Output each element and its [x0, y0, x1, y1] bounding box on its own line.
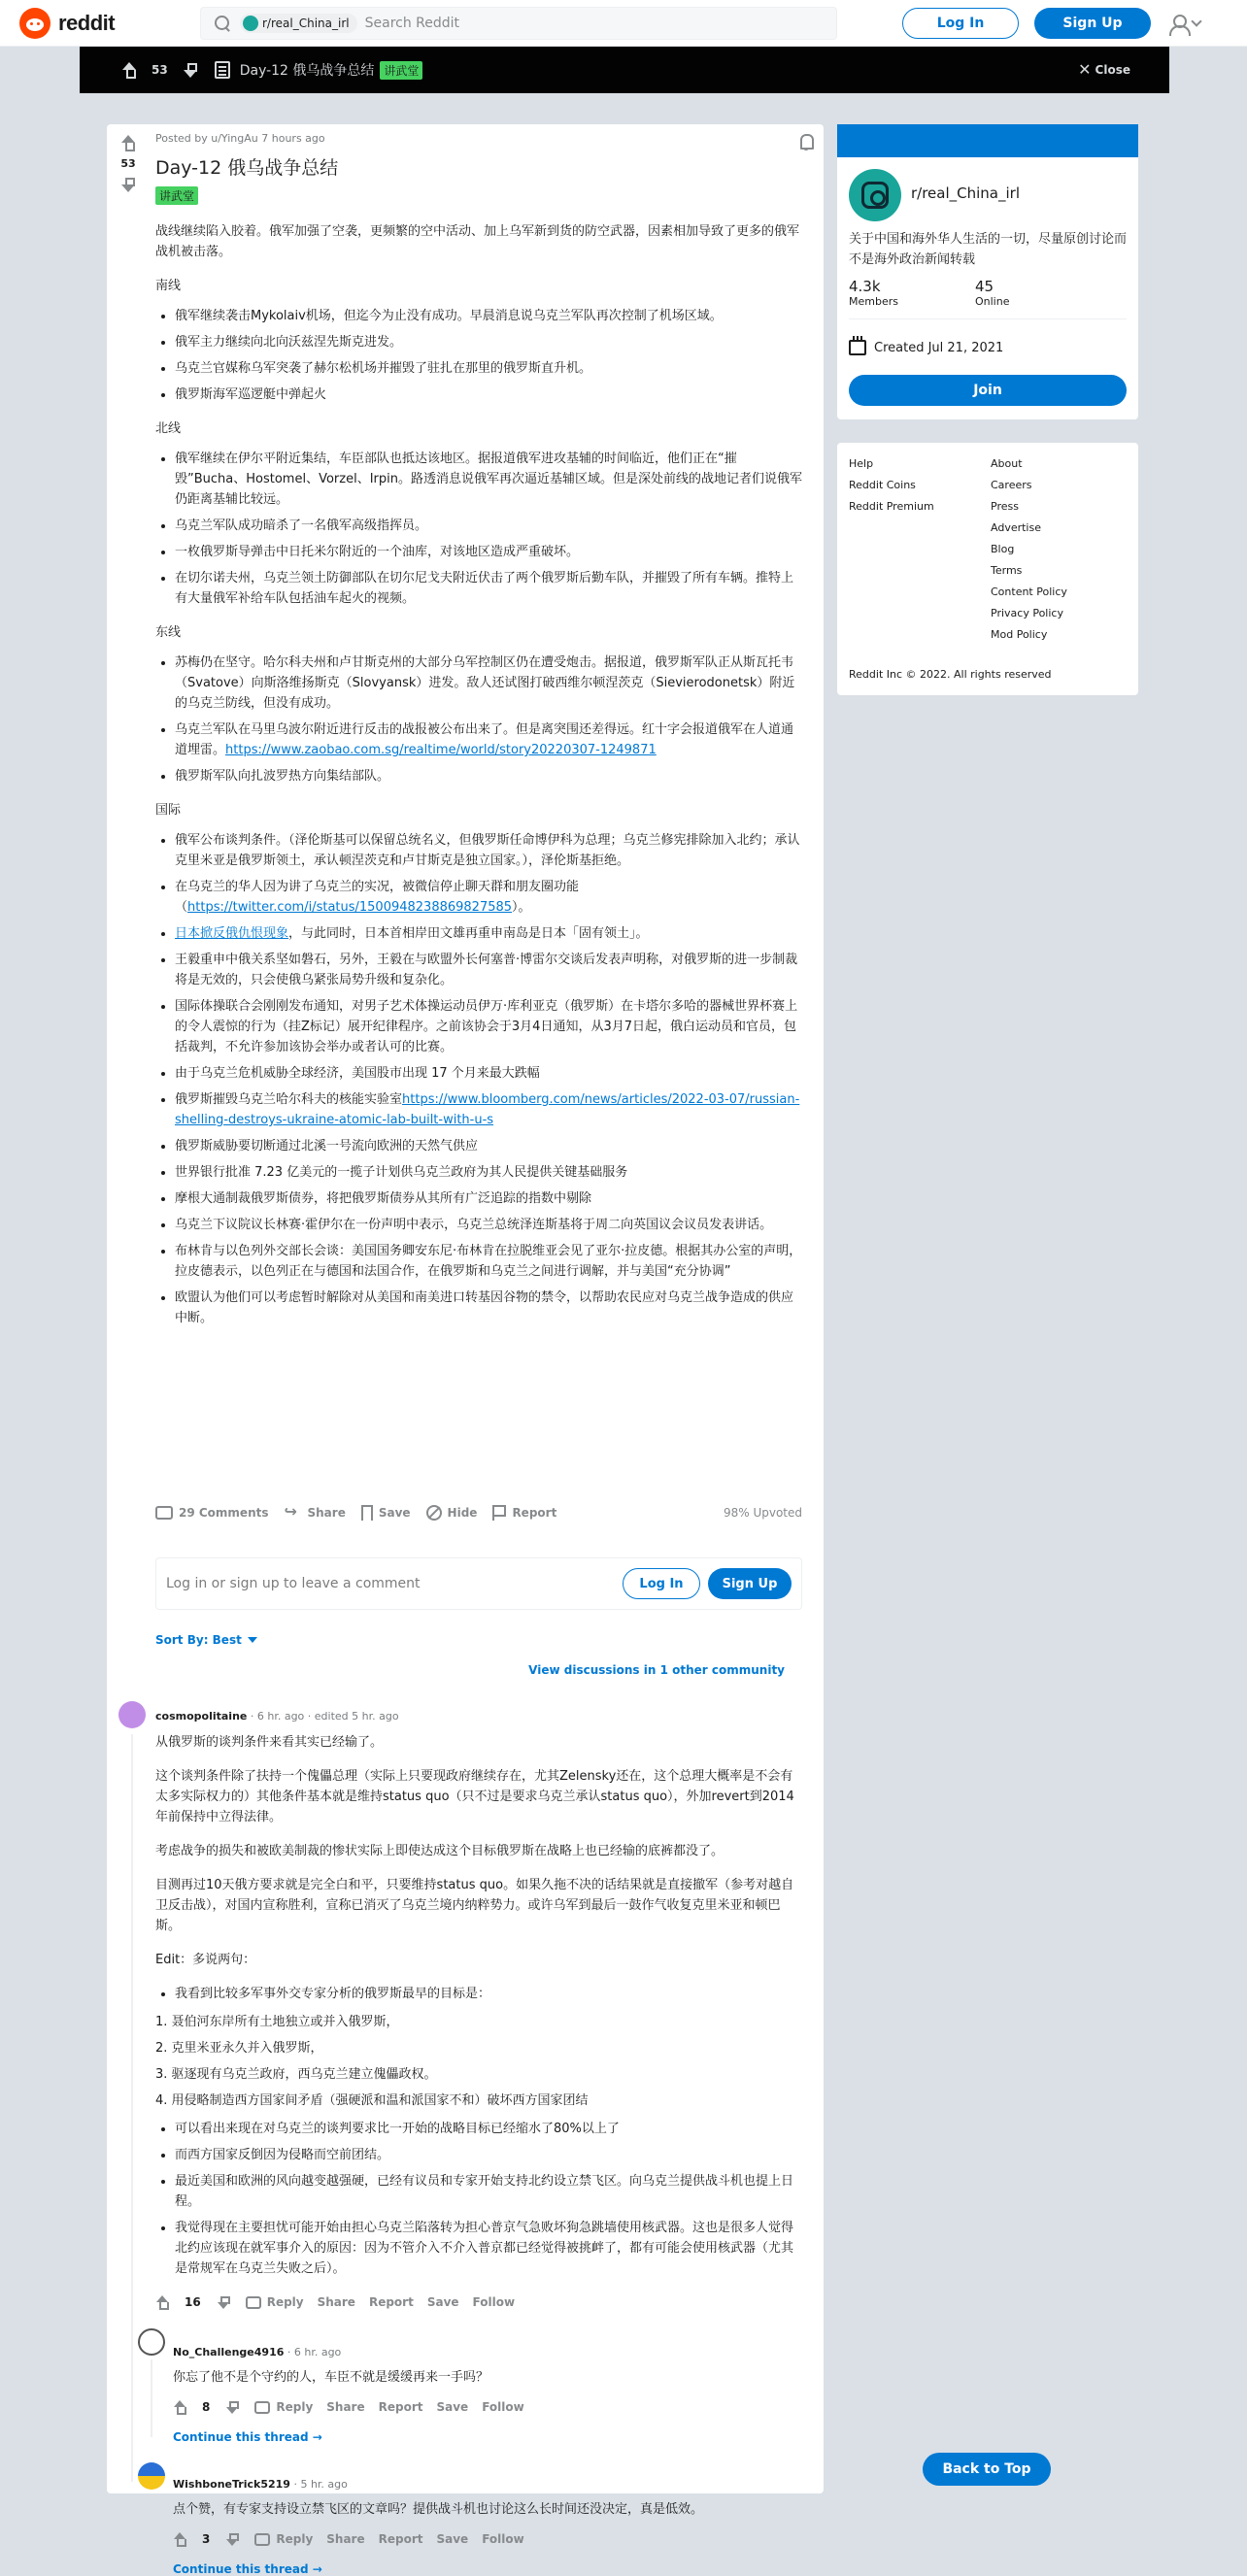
share-label: Share — [307, 1506, 346, 1520]
postbar-flair: 讲武堂 — [380, 61, 422, 80]
list-item: • 而西方国家反倒因为侵略而空前团结。 — [175, 2145, 802, 2165]
comment-score: 16 — [185, 2295, 201, 2309]
user-menu-dropdown[interactable] — [1167, 10, 1214, 37]
section-heading-intl: 国际 — [155, 803, 182, 818]
comment-paragraph: 从俄罗斯的谈判条件来看其实已经输了。 — [155, 1735, 384, 1750]
list-item: • 由于乌克兰危机威胁全球经济，美国股市出现 17 个月来最大跌幅 — [175, 1063, 802, 1084]
thread-line[interactable] — [131, 1734, 133, 2482]
logo-text: reddit — [58, 11, 116, 35]
post-intro: 战线继续陷入胶着。俄军加强了空袭，更频繁的空中活动、加上乌军新到货的防空武器，因素相加导致了更多的俄军战机被击落。 — [155, 224, 800, 259]
list-item: • 世界银行批准 7.23 亿美元的一揽子计划供乌克兰政府为其人民提供关键基础服务 — [175, 1162, 802, 1183]
south-list — [175, 306, 802, 405]
reply-icon — [246, 2296, 261, 2309]
reply-label: Reply — [266, 2295, 304, 2309]
subreddit-search-chip[interactable] — [240, 14, 357, 33]
comment-meta: · 5 hr. ago — [289, 2478, 348, 2491]
comment-body: 你忘了他不是个守约的人，车臣不就是缓缓再来一手吗？ — [173, 2370, 489, 2385]
reply-button[interactable] — [254, 2532, 313, 2546]
post-card — [107, 124, 824, 2576]
save-button[interactable]: Save — [436, 2532, 469, 2546]
list-item: • 我看到比较多军事外交专家分析的俄罗斯最早的目标是： — [175, 1984, 802, 2004]
report-button[interactable]: Report — [378, 2400, 423, 2414]
footer-link[interactable]: Content Policy — [991, 585, 1067, 598]
post-score: 53 — [120, 157, 136, 170]
community-icon[interactable] — [849, 169, 901, 221]
post-flair: 讲武堂 — [155, 186, 198, 205]
comment-paragraph: 这个谈判条件除了扶持一个傀儡总理（实际上只要现政府继续存在，尤其Zelensky还在，这个总理大概率是不会有太多实际权力的）其他条件基本就是维持status quo（只不过是要求乌克兰承认status quo），外加revert到2014年前保持中立得法律。 — [155, 1769, 794, 1824]
list-item: • 王毅重申中俄关系坚如磐石，另外，王毅在与欧盟外长何塞普·博雷尔交谈后发表声明称，对俄罗斯的进一步制裁将是无效的，只会使俄乌紧张局势升级和复杂化。 — [175, 950, 802, 990]
follow-button[interactable]: Follow — [472, 2295, 516, 2309]
community-card — [837, 124, 1138, 419]
list-item: • 乌克兰官媒称乌军突袭了赫尔松机场并摧毁了驻扎在那里的俄罗斯直升机。 — [175, 358, 802, 379]
upvote-icon[interactable] — [171, 2398, 188, 2416]
list-item: • 俄罗斯威胁要切断通过北溪一号流向欧洲的天然气供应 — [175, 1136, 802, 1156]
comment-body: 点个赞，有专家支持设立禁飞区的文章吗？提供战斗机也讨论这么长时间还没决定，真是低效。 — [173, 2502, 704, 2517]
footer-link[interactable]: About — [991, 457, 1023, 470]
online-stat — [975, 278, 1009, 308]
report-button[interactable]: Report — [378, 2532, 423, 2546]
east-list — [175, 652, 802, 786]
footer-link[interactable]: Careers — [991, 479, 1032, 491]
comment-actions — [171, 2398, 524, 2416]
list-item: • 在切尔诺夫州，乌克兰领土防御部队在切尔尼戈夫附近伏击了两个俄罗斯后勤车队，并摧毁了所有车辆。推特上有大量俄军补给车队包括油车起火的视频。 — [175, 568, 802, 609]
list-item — [175, 877, 802, 918]
list-item-text: 乌克兰军队在马里乌波尔附近进行反击的战报被公布出来了。但是离突围还差得远。红十字会报道俄军在人道通道埋雷。 — [175, 722, 794, 757]
list-item: • 一枚俄罗斯导弹击中日托米尔附近的一个油库，对该地区造成严重破坏。 — [175, 542, 802, 562]
upvote-icon[interactable] — [118, 132, 139, 153]
copyright: Reddit Inc © 2022. All rights reserved — [849, 668, 1052, 681]
follow-button[interactable]: Follow — [482, 2400, 524, 2414]
footer-link[interactable]: Privacy Policy — [991, 607, 1063, 619]
upvote-ratio: 98% Upvoted — [723, 1506, 802, 1520]
list-item: • 乌克兰军队成功暗杀了一名俄军高级指挥员。 — [175, 516, 802, 536]
join-button[interactable]: Join — [849, 375, 1127, 406]
footer-links-card — [837, 443, 1138, 695]
reply-label: Reply — [276, 2400, 314, 2414]
caret-down-icon — [248, 1637, 257, 1643]
continue-thread-link[interactable]: Continue this thread → — [173, 2430, 322, 2444]
post-meta: Posted by u/YingAu 7 hours ago — [155, 132, 325, 145]
comment-author-line — [173, 2478, 348, 2491]
share-button[interactable]: Share — [326, 2532, 365, 2546]
comment-author[interactable]: No_Challenge4916 — [173, 2346, 285, 2359]
list-item: • 国际体操联合会刚刚发布通知，对男子艺术体操运动员伊万·库利亚克（俄罗斯）在卡塔尔多哈的器械世界杯赛上的令人震惊的行为（挂Z标记）展开纪律程序。之前该协会于3月4日通知，从3月7日起，俄白运动员和官员，包括裁判，不允许参加该协会举办或者认可的比赛。 — [175, 996, 802, 1057]
upvote-icon[interactable] — [118, 59, 140, 81]
footer-link[interactable]: Reddit Premium — [849, 500, 934, 513]
reply-icon — [254, 2533, 270, 2546]
list-item: • 俄军主力继续向北向沃兹涅先斯克进发。 — [175, 332, 802, 352]
footer-link[interactable]: Terms — [991, 564, 1023, 577]
footer-link[interactable]: Reddit Coins — [849, 479, 916, 491]
signup-button[interactable]: Sign Up — [1034, 8, 1151, 39]
ordered-list — [155, 2012, 802, 2111]
close-label: Close — [1095, 62, 1130, 77]
hide-label: Hide — [447, 1506, 478, 1520]
upvote-icon[interactable] — [153, 2293, 171, 2311]
downvote-icon[interactable] — [118, 174, 139, 195]
user-icon — [1167, 13, 1189, 34]
close-button[interactable] — [1078, 60, 1130, 79]
search-bar[interactable] — [200, 7, 837, 40]
comment-login-box — [155, 1557, 802, 1610]
comment-actions — [171, 2530, 524, 2548]
text-post-icon — [215, 61, 230, 79]
login-button[interactable]: Log In — [902, 8, 1019, 39]
comments-label: 29 Comments — [179, 1506, 269, 1520]
share-icon — [285, 1506, 302, 1520]
section-heading-east: 东线 — [155, 625, 182, 640]
list-item: • 我觉得现在主要担忧可能开始由担心乌克兰陷落转为担心普京气急败坏狗急跳墙使用核武器。这也是很多人觉得北约应该现在就军事介入的原因：因为不管介入不介入普京都已经觉得被挑衅了，都有可能会使用核武器（尤其是常规军在乌克兰失败之后）。 — [175, 2218, 802, 2279]
community-banner — [837, 124, 1138, 157]
comment-author-line — [155, 1710, 399, 1723]
list-item — [175, 719, 802, 760]
footer-links-col1 — [849, 456, 934, 515]
comment-author-line — [173, 2346, 341, 2359]
reply-button[interactable] — [254, 2400, 313, 2414]
share-button[interactable] — [285, 1506, 346, 1520]
view-discussions-link[interactable]: View discussions in 1 other community — [528, 1663, 785, 1677]
notification-bell-icon[interactable] — [796, 132, 816, 151]
thread-line[interactable] — [151, 2359, 152, 2437]
list-item: 2. 克里米亚永久并入俄罗斯， — [155, 2041, 323, 2056]
postbar-title: Day-12 俄乌战争总结 — [239, 63, 375, 79]
flag-icon — [492, 1505, 506, 1521]
japan-link[interactable]: 日本掀反俄仇恨现象 — [175, 926, 289, 941]
created-label: Created Jul 21, 2021 — [874, 340, 1004, 355]
list-item: 4. 用侵略制造西方国家间矛盾（强硬派和温和派国家不和）破坏西方国家团结 — [155, 2093, 589, 2108]
close-icon: ✕ — [1078, 60, 1092, 79]
list-item: • 俄罗斯海军巡逻艇中弹起火 — [175, 385, 802, 405]
save-label: Save — [378, 1506, 411, 1520]
footer-link[interactable]: Mod Policy — [991, 628, 1048, 641]
footer-link[interactable]: Press — [991, 500, 1019, 513]
twitter-link[interactable]: https://twitter.com/i/status/1500948238869827585 — [187, 900, 513, 915]
list-item: • 苏梅仍在坚守。哈尔科夫州和卢甘斯克州的大部分乌军控制区仍在遭受炮击。据报道，俄罗斯军队正从斯瓦托韦（Svatove）向斯洛维扬斯克（Slovyansk）进发。敌人还试图打破西维尔顿涅茨克（Sievierodonetsk）附近的乌克兰防线，但没有成功。 — [175, 652, 802, 714]
share-button[interactable]: Share — [326, 2400, 365, 2414]
cake-icon — [849, 340, 866, 355]
save-button[interactable]: Save — [426, 2295, 459, 2309]
report-button[interactable]: Report — [368, 2295, 414, 2309]
footer-link[interactable]: Help — [849, 457, 874, 470]
footer-links-col2 — [991, 456, 1067, 643]
list-item: • 俄军继续袭击Mykolaiv机场，但迄今为止没有成功。早晨消息说乌克兰军队再次控制了机场区域。 — [175, 306, 802, 326]
members-label: Members — [849, 295, 898, 308]
list-item-text: ）。 — [512, 900, 531, 915]
list-item: • 欧盟认为他们可以考虑暂时解除对从美国和南美进口转基因谷物的禁令，以帮助农民应对乌克兰战争造成的供应中断。 — [175, 1288, 802, 1328]
list-item: • 布林肯与以色列外交部长会谈：美国国务卿安东尼·布林肯在拉脱维亚会见了亚尔·拉皮德。根据其办公室的声明，拉皮德表示，以色列正在与德国和法国合作，在俄罗斯和乌克兰之间进行调解，并与美国“充分协调” — [175, 1241, 802, 1282]
comment-list — [175, 2119, 802, 2279]
comment-author[interactable]: cosmopolitaine — [155, 1710, 248, 1723]
back-to-top-button[interactable]: Back to Top — [923, 2453, 1051, 2486]
list-item: 1. 聂伯河东岸所有土地独立或并入俄罗斯， — [155, 2015, 399, 2029]
list-item-text: ，与此同时，日本首相岸田文雄再重申南岛是日本「固有领土」。 — [288, 926, 649, 941]
follow-button[interactable]: Follow — [482, 2532, 524, 2546]
community-name[interactable]: r/real_China_irl — [911, 184, 1020, 202]
reply-label: Reply — [276, 2532, 314, 2546]
list-item-text: 俄罗斯摧毁乌克兰哈尔科夫的核能实验室 — [175, 1092, 403, 1107]
list-item — [175, 923, 802, 944]
list-item: • 俄罗斯军队向扎波罗热方向集结部队。 — [175, 766, 802, 786]
list-item — [175, 1089, 802, 1130]
avatar[interactable] — [118, 1701, 146, 1728]
login-prompt: Log in or sign up to leave a comment — [166, 1576, 421, 1591]
comments-button[interactable] — [155, 1506, 269, 1520]
comment-paragraph: 目测再过10天俄方要求就是完全白和平，只要维持status quo。如果久拖不决的话结果就是直接撤军（参考对越自卫反击战），对国内宣称胜利，宣称已消灭了乌克兰境内纳粹势力。或许乌军到最后一鼓作气收复克里米亚和顿巴斯。 — [155, 1878, 794, 1933]
post-title: Day-12 俄乌战争总结 — [155, 157, 339, 179]
bloomberg-link[interactable]: https://www.bloomberg.com/news/articles/2022-03-07/russian-shelling-destroys-ukraine-atomic-lab-built-with-u-s — [175, 1092, 800, 1127]
search-input[interactable] — [365, 16, 734, 31]
top-navigation — [0, 0, 1247, 47]
list-item: • 乌克兰下议院议长林赛·霍伊尔在一份声明中表示，乌克兰总统泽连斯基将于周二向英国议会议员发表讲话。 — [175, 1215, 802, 1235]
members-count: 4.3k — [849, 278, 881, 295]
section-heading-south: 南线 — [155, 279, 182, 293]
online-label: Online — [975, 295, 1010, 308]
sort-label: Sort By: Best — [155, 1633, 242, 1647]
avatar[interactable] — [138, 2462, 165, 2490]
bookmark-icon — [361, 1505, 373, 1521]
snoo-icon — [19, 8, 51, 39]
post-actions — [155, 1505, 802, 1521]
vote-column — [115, 132, 142, 195]
community-logo-icon — [861, 182, 889, 209]
chevron-down-icon — [1191, 16, 1201, 26]
downvote-icon[interactable] — [215, 2293, 232, 2311]
reply-button[interactable] — [246, 2295, 304, 2309]
share-button[interactable]: Share — [317, 2295, 355, 2309]
comment-list — [175, 1984, 802, 2004]
comment-icon — [155, 1506, 173, 1520]
list-item-text: 在乌克兰的华人因为讲了乌克兰的实况，被微信停止聊天群和朋友圈功能（ — [175, 880, 580, 915]
community-description: 关于中国和海外华人生活的一切，尽量原创讨论而不是海外政治新闻转载 — [849, 232, 1128, 267]
downvote-icon[interactable] — [223, 2530, 241, 2548]
post-body — [155, 221, 802, 1342]
online-count: 45 — [975, 278, 994, 295]
list-item: 3. 驱逐现有乌克兰政府，西乌克兰建立傀儡政权。 — [155, 2067, 437, 2082]
report-button[interactable] — [492, 1505, 556, 1521]
comment-paragraph: Edit：多说两句： — [155, 1953, 256, 1967]
upvote-icon[interactable] — [171, 2530, 188, 2548]
avatar[interactable] — [138, 2328, 165, 2356]
comment-meta: · 6 hr. ago · edited 5 hr. ago — [247, 1710, 399, 1723]
downvote-icon[interactable] — [180, 59, 201, 81]
list-item: • 俄军继续在伊尔平附近集结，车臣部队也抵达该地区。据报道俄军进攻基辅的时间临近，他们正在“摧毁”Bucha、Hostomel、Vorzel、Irpin。路透消息说俄军再次逼近基辅区域。但是深处前线的战地记者们说俄军仍距离基辅比较远。 — [175, 449, 802, 510]
members-stat — [849, 278, 898, 308]
comment-signup-button[interactable]: Sign Up — [708, 1568, 792, 1599]
save-button[interactable] — [361, 1505, 411, 1521]
search-chip-label: r/real_China_irl — [262, 17, 350, 30]
created-date — [849, 340, 1003, 355]
comment-score: 8 — [202, 2400, 211, 2414]
reply-icon — [254, 2401, 270, 2414]
comment-body — [155, 1732, 802, 2287]
hide-icon — [426, 1505, 442, 1521]
comment-meta: · 6 hr. ago — [284, 2346, 342, 2359]
list-item: • 可以看出来现在对乌克兰的谈判要求比一开始的战略目标已经缩水了80%以上了 — [175, 2119, 802, 2139]
comment-login-button[interactable]: Log In — [623, 1568, 700, 1599]
north-list — [175, 449, 802, 609]
subreddit-avatar-icon — [243, 16, 258, 31]
reddit-logo[interactable] — [19, 8, 115, 39]
hide-button[interactable] — [426, 1505, 478, 1521]
save-button[interactable]: Save — [436, 2400, 469, 2414]
comment-score: 3 — [202, 2532, 211, 2546]
postbar-score: 53 — [152, 63, 168, 77]
search-icon — [213, 14, 232, 33]
list-item: • 俄军公布谈判条件。（泽伦斯基可以保留总统名义，但俄罗斯任命博伊科为总理；乌克兰修宪排除加入北约；承认克里米亚是俄罗斯领土，承认顿涅茨克和卢甘斯克是独立国家。），泽伦斯基拒绝。 — [175, 830, 802, 871]
comment-paragraph: 考虑战争的损失和被欧美制裁的惨状实际上即使达成这个目标俄罗斯在战略上也已经输的底裤都没了。 — [155, 1844, 725, 1858]
footer-link[interactable]: Blog — [991, 543, 1015, 555]
divider — [849, 318, 1127, 319]
comment-actions — [153, 2293, 515, 2311]
continue-thread-link[interactable]: Continue this thread → — [173, 2562, 322, 2576]
section-heading-north: 北线 — [155, 421, 182, 436]
downvote-icon[interactable] — [223, 2398, 241, 2416]
zaobao-link[interactable]: https://www.zaobao.com.sg/realtime/world/story20220307-1249871 — [225, 743, 657, 757]
report-label: Report — [512, 1506, 557, 1520]
sort-dropdown[interactable] — [155, 1633, 257, 1647]
list-item: • 摩根大通制裁俄罗斯债券，将把俄罗斯债券从其所有广泛追踪的指数中剔除 — [175, 1188, 802, 1209]
list-item: • 最近美国和欧洲的风向越变越强硬，已经有议员和专家开始支持北约设立禁飞区。向乌克兰提供战斗机也提上日程。 — [175, 2171, 802, 2212]
comment-author[interactable]: WishboneTrick5219 — [173, 2478, 290, 2491]
intl-list — [175, 830, 802, 1328]
post-top-bar — [80, 47, 1169, 93]
footer-link[interactable]: Advertise — [991, 521, 1041, 534]
